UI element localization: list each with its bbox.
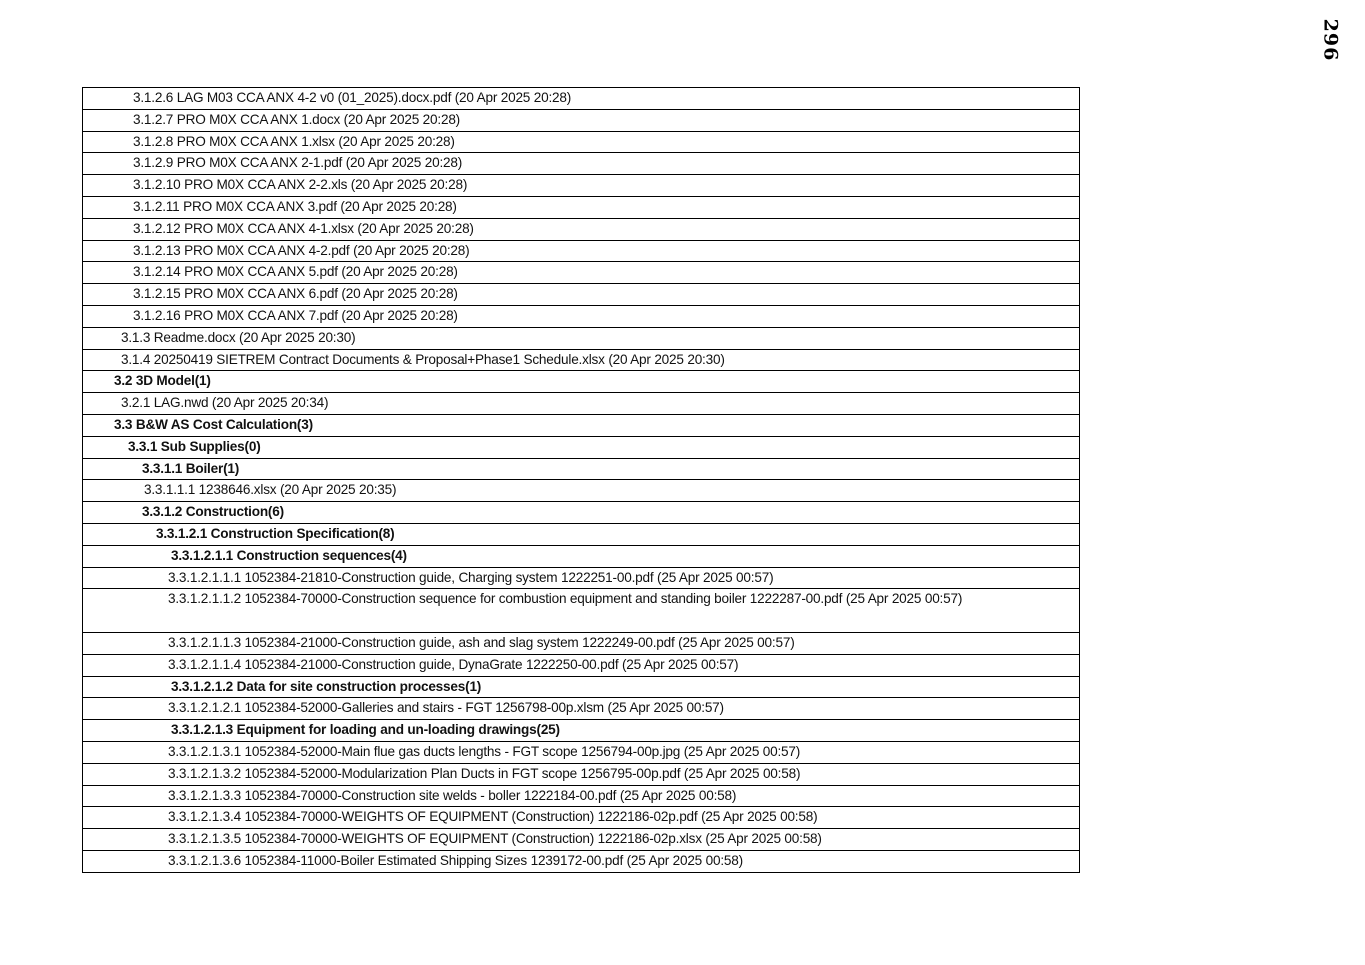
file-row <box>83 349 1080 371</box>
file-row <box>83 567 1080 589</box>
file-entry-text: 3.3.1.2.1.1.2 1052384-70000-Construction sequence for combustion equipment and standing boiler 1222287-00.pdf (25 Apr 2025 00:57) <box>83 589 1080 633</box>
file-entry-text: 3.3.1.1.1 1238646.xlsx (20 Apr 2025 20:35) <box>83 480 1080 502</box>
file-row <box>83 654 1080 676</box>
file-entry-text: 3.1.2.15 PRO M0X CCA ANX 6.pdf (20 Apr 2025 20:28) <box>83 284 1080 306</box>
file-entry-text: 3.1.3 Readme.docx (20 Apr 2025 20:30) <box>83 327 1080 349</box>
file-row <box>83 88 1080 110</box>
folder-row <box>83 458 1080 480</box>
folder-entry-text: 3.3.1.2.1.3 Equipment for loading and un-loading drawings(25) <box>83 720 1080 742</box>
file-entry-text: 3.3.1.2.1.1.4 1052384-21000-Construction guide, DynaGrate 1222250-00.pdf (25 Apr 2025 00:57) <box>83 654 1080 676</box>
folder-row <box>83 436 1080 458</box>
file-row <box>83 632 1080 654</box>
file-row <box>83 240 1080 262</box>
file-row <box>83 196 1080 218</box>
file-entry-text: 3.2.1 LAG.nwd (20 Apr 2025 20:34) <box>83 393 1080 415</box>
file-entry-text: 3.3.1.2.1.3.5 1052384-70000-WEIGHTS OF EQUIPMENT (Construction) 1222186-02p.xlsx (25 Apr 2025 00:58) <box>83 829 1080 851</box>
folder-row <box>83 414 1080 436</box>
file-entry-text: 3.3.1.2.1.3.2 1052384-52000-Modularization Plan Ducts in FGT scope 1256795-00p.pdf (25 Apr 2025 00:58) <box>83 763 1080 785</box>
folder-entry-text: 3.3.1.2 Construction(6) <box>83 502 1080 524</box>
file-row <box>83 829 1080 851</box>
file-row <box>83 807 1080 829</box>
file-row <box>83 393 1080 415</box>
folder-entry-text: 3.3.1.2.1 Construction Specification(8) <box>83 523 1080 545</box>
file-entry-text: 3.1.2.16 PRO M0X CCA ANX 7.pdf (20 Apr 2025 20:28) <box>83 305 1080 327</box>
file-entry-text: 3.3.1.2.1.2.1 1052384-52000-Galleries and stairs - FGT 1256798-00p.xlsm (25 Apr 2025 00:57) <box>83 698 1080 720</box>
file-row <box>83 109 1080 131</box>
folder-entry-text: 3.3.1 Sub Supplies(0) <box>83 436 1080 458</box>
file-entry-text: 3.3.1.2.1.1.1 1052384-21810-Construction guide, Charging system 1222251-00.pdf (25 Apr 2025 00:57) <box>83 567 1080 589</box>
file-entry-text: 3.1.2.9 PRO M0X CCA ANX 2-1.pdf (20 Apr 2025 20:28) <box>83 153 1080 175</box>
file-entry-text: 3.1.2.10 PRO M0X CCA ANX 2-2.xls (20 Apr 2025 20:28) <box>83 175 1080 197</box>
file-row <box>83 327 1080 349</box>
file-row <box>83 284 1080 306</box>
file-row <box>83 763 1080 785</box>
folder-row <box>83 720 1080 742</box>
file-entry-text: 3.1.4 20250419 SIETREM Contract Documents & Proposal+Phase1 Schedule.xlsx (20 Apr 2025 20:30) <box>83 349 1080 371</box>
file-entry-text: 3.1.2.13 PRO M0X CCA ANX 4-2.pdf (20 Apr 2025 20:28) <box>83 240 1080 262</box>
file-row <box>83 305 1080 327</box>
file-entry-text: 3.1.2.14 PRO M0X CCA ANX 5.pdf (20 Apr 2025 20:28) <box>83 262 1080 284</box>
folder-row <box>83 676 1080 698</box>
folder-row <box>83 523 1080 545</box>
folder-row <box>83 502 1080 524</box>
folder-entry-text: 3.3.1.2.1.1 Construction sequences(4) <box>83 545 1080 567</box>
file-entry-text: 3.3.1.2.1.3.1 1052384-52000-Main flue gas ducts lengths - FGT scope 1256794-00p.jpg (25 Apr 2025 00:57) <box>83 741 1080 763</box>
file-entry-text: 3.3.1.2.1.3.6 1052384-11000-Boiler Estimated Shipping Sizes 1239172-00.pdf (25 Apr 2025 00:58) <box>83 850 1080 872</box>
document-listing-body <box>83 88 1080 873</box>
folder-entry-text: 3.3 B&W AS Cost Calculation(3) <box>83 414 1080 436</box>
page-number <box>1310 20 1350 60</box>
file-row <box>83 480 1080 502</box>
file-row <box>83 175 1080 197</box>
folder-entry-text: 3.2 3D Model(1) <box>83 371 1080 393</box>
document-listing-table <box>82 87 1080 873</box>
folder-entry-text: 3.3.1.2.1.2 Data for site construction processes(1) <box>83 676 1080 698</box>
folder-entry-text: 3.3.1.1 Boiler(1) <box>83 458 1080 480</box>
page-number-text: 296 <box>1319 18 1342 62</box>
file-entry-text: 3.3.1.2.1.1.3 1052384-21000-Construction guide, ash and slag system 1222249-00.pdf (25 Apr 2025 00:57) <box>83 632 1080 654</box>
file-entry-text: 3.1.2.8 PRO M0X CCA ANX 1.xlsx (20 Apr 2025 20:28) <box>83 131 1080 153</box>
file-entry-text: 3.3.1.2.1.3.4 1052384-70000-WEIGHTS OF EQUIPMENT (Construction) 1222186-02p.pdf (25 Apr 2025 00:58) <box>83 807 1080 829</box>
file-row <box>83 131 1080 153</box>
file-row <box>83 698 1080 720</box>
file-row <box>83 153 1080 175</box>
file-entry-text: 3.1.2.11 PRO M0X CCA ANX 3.pdf (20 Apr 2025 20:28) <box>83 196 1080 218</box>
file-entry-text: 3.1.2.12 PRO M0X CCA ANX 4-1.xlsx (20 Apr 2025 20:28) <box>83 218 1080 240</box>
file-row <box>83 262 1080 284</box>
folder-row <box>83 371 1080 393</box>
file-row <box>83 741 1080 763</box>
file-entry-text: 3.1.2.6 LAG M03 CCA ANX 4-2 v0 (01_2025).docx.pdf (20 Apr 2025 20:28) <box>83 88 1080 110</box>
file-entry-text: 3.1.2.7 PRO M0X CCA ANX 1.docx (20 Apr 2025 20:28) <box>83 109 1080 131</box>
file-entry-text: 3.3.1.2.1.3.3 1052384-70000-Construction site welds - boller 1222184-00.pdf (25 Apr 2025 00:58) <box>83 785 1080 807</box>
folder-row <box>83 545 1080 567</box>
file-row <box>83 589 1080 633</box>
file-row <box>83 218 1080 240</box>
file-row <box>83 785 1080 807</box>
file-row <box>83 850 1080 872</box>
